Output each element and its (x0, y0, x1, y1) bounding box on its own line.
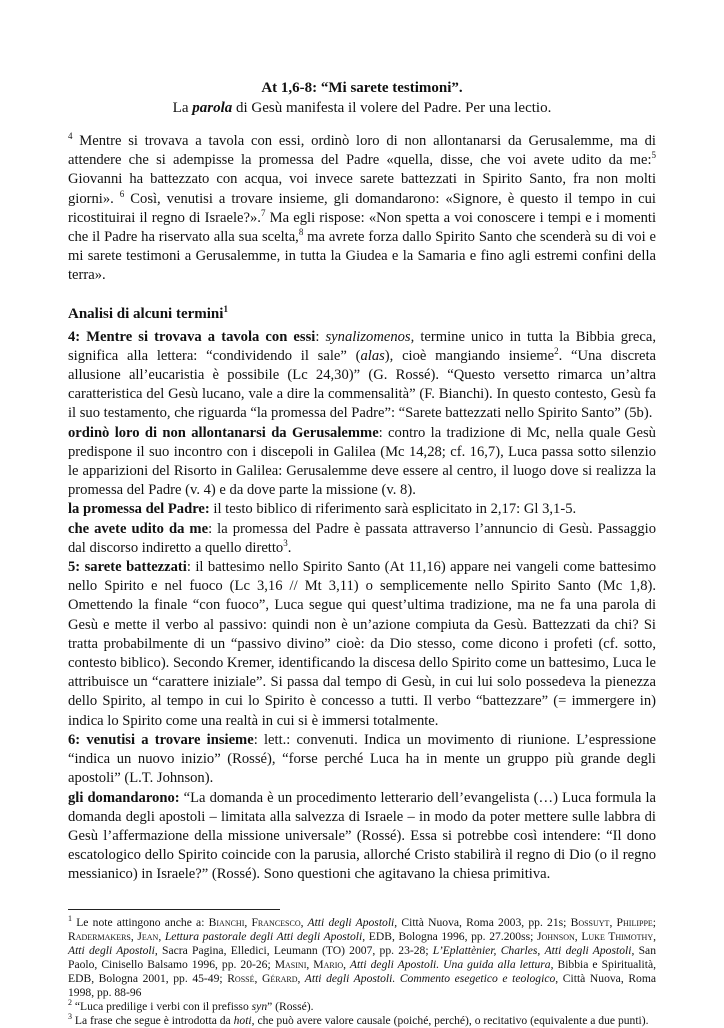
footnote-number: 1 (68, 913, 72, 923)
entry-text: . “Una discreta allusione all’eucaristia è possibile (Lc 24,30)” (G. Rossé). “Questo versetto rimarca un’altra caratteristica del Gesù lucano, vale a dire la commensalità” (F. Bianchi). In questo contesto, Gesù fa il suo testamento, che riguarda “la promessa del Padre”: “Sarete battezzati nello Spirito Santo” (5b). (68, 347, 656, 422)
author-name: L’Eplattènier, Charles (432, 943, 538, 957)
greek-prefix: syn (251, 999, 268, 1013)
footnote-text: ” (Rossé). (267, 999, 314, 1013)
entry-text: : (315, 328, 326, 345)
page-title: At 1,6-8: “Mi sarete testimoni”. (261, 80, 463, 96)
book-title: Atti degli Apostoli (68, 943, 155, 957)
section-heading (68, 304, 656, 324)
subtitle-emphasis: parola (192, 100, 233, 116)
footnote-text: “Luca predilige i verbi con il prefisso (72, 999, 252, 1013)
footnote-text: , EDB, Bologna 1996, pp. 27.200ss; (362, 929, 537, 943)
footnote-text: La frase che segue è introdotta da (72, 1013, 234, 1027)
book-title: Atti degli Apostoli. Una guida alla lettura (346, 957, 551, 971)
footnote-text: , Bibbia e Spiritualità, EDB, Bologna 2001, pp. 45-49; (68, 957, 656, 985)
author-name: Masini, Mario, (274, 957, 347, 971)
footnote-ref[interactable]: 1 (223, 303, 228, 314)
analysis-entry (68, 789, 656, 885)
section-heading-text: Analisi di alcuni termini (68, 305, 224, 322)
greek-term: alas (360, 347, 385, 364)
entry-term: che avete udito da me (68, 520, 209, 537)
verse-number: 4 (68, 131, 73, 142)
author-name: Bianchi, Francesco, (208, 915, 304, 929)
verse-number: 5 (651, 150, 656, 161)
passage-text: ma avrete forza dallo Spirito Santo che scenderà su di voi e mi sarete testimoni a Gerusalemme, in tutta la Giudea e la Samaria e fino agli estremi confini della terra». (68, 229, 656, 284)
analysis-entry (68, 424, 656, 501)
passage-text: Ma egli rispose: «Non spetta a voi conoscere i tempi e i momenti che il Padre ha riservato alla sua scelta, (68, 209, 656, 246)
footnote-divider (68, 909, 280, 910)
verse-number: 6 (119, 188, 125, 199)
book-title: Lettura pastorale degli Atti degli Apostoli (161, 929, 363, 943)
footnote-text: Le note attingono anche a: (72, 915, 209, 929)
book-title: Atti degli Apostoli. Commento esegetico e teologico (300, 971, 556, 985)
entry-term: 5: sarete battezzati (68, 559, 187, 576)
entry-term: ordinò loro di non allontanarsi da Gerusalemme (68, 424, 379, 441)
footnote (68, 997, 656, 1014)
analysis-entry (68, 558, 656, 731)
book-title: Atti degli Apostoli (544, 943, 632, 957)
subtitle-post: di Gesù manifesta il volere del Padre. Per una lectio. (232, 100, 552, 116)
entry-text: ), cioè mangiando insieme (384, 347, 555, 364)
verse-number: 7 (260, 207, 266, 218)
analysis-entry (68, 500, 656, 519)
footnote-text: , Sacra Pagina, Elledici, Leumann (TO) 2007, pp. 23-28; (154, 943, 433, 957)
footnote-text: , che può avere valore causale (poiché, perché), o recitativo (equivalente a due punti). (251, 1013, 649, 1027)
analysis-entry (68, 328, 656, 424)
footnote-number: 3 (68, 1011, 72, 1021)
entry-text: : contro la tradizione di Mc, nella quale Gesù predispone il suo incontro con i discepoli in Galilea (Mc 14,28; cf. 16,7), Luca passa sotto silenzio le apparizioni del Risorto in Galilea: Gerusalemme deve essere al centro, il luogo dove si realizza la promessa del Padre (v. 4) e da dove parte la missione (v. 8). (68, 424, 656, 499)
entry-text: “La domanda è un procedimento letterario dell’evangelista (…) Luca formula la domanda degli apostoli – limitata alla salvezza di Israele – in modo da poter mettere sulle labbra di Gesù l’affermazione della missione universale” (Rossé). Essa si potrebbe così intendere: “Il dono escatologico dello Spirito coincide con la parusia, allorché Cristo stabilirà il regno di Dio (o il regno messianico) in Israele?” (Rossé). Sono questioni che agitavano la chiesa primitiva. (68, 789, 656, 883)
page-subtitle (68, 98, 656, 118)
footnote-ref[interactable]: 3 (283, 538, 288, 548)
analysis-entry (68, 520, 656, 558)
entry-text: : lett.: convenuti. Indica un movimento di riunione. L’espressione “indica un nuovo inizio” (Rossé), “forse perché Luca ha in mente un gruppo più grande degli apostoli” (L.T. Johnson). (68, 731, 656, 787)
entry-text: . (287, 539, 292, 556)
greek-term: synalizomenos, (325, 328, 415, 345)
entry-text: : la promessa del Padre è passata attraverso l’annuncio di Gesù. Passaggio dal discorso indiretto a quello diretto (68, 520, 656, 556)
footnote-text: , Città Nuova, Roma 1998, pp. 88-96 (68, 971, 657, 999)
footnote-text: , Città Nuova, Roma 2003, pp. 21s; (394, 915, 571, 929)
passage-text: Mentre si trovava a tavola con essi, ordinò loro di non allontanarsi da Gerusalemme, ma di attendere che si adempisse la promessa del Padre «quella, disse, che voi avete udito da me: (68, 133, 656, 169)
greek-word: hoti (233, 1013, 252, 1027)
entry-term: la promessa del Padre: (68, 501, 210, 518)
scripture-passage (68, 132, 656, 286)
footnote-text: , San Paolo, Cinisello Balsamo 1996, pp. 20-26; (68, 943, 656, 971)
entry-text: il testo biblico di riferimento sarà esplicitato in 2,17: Gl 3,1-5. (209, 501, 577, 518)
passage-text: Così, venutisi a trovare insieme, gli domandarono: «Signore, è questo il tempo in cui ricostituirai il regno di Israele?». (68, 190, 656, 226)
footnote-number: 2 (68, 997, 72, 1007)
subtitle-pre: La (172, 100, 193, 116)
entry-term: 6: venutisi a trovare insieme (68, 731, 254, 748)
footnote-text: , (537, 943, 545, 957)
passage-text: Giovanni ha battezzato con acqua, voi invece sarete battezzati in Spirito Santo, fra non molti giorni». (68, 171, 656, 207)
footnote (68, 1011, 656, 1028)
book-title: Atti degli Apostoli (303, 915, 395, 929)
author-name: Rossé, Gérard, (227, 971, 301, 985)
analysis-entry (68, 731, 656, 789)
entry-term: 4: Mentre si trovava a tavola con essi (68, 328, 316, 345)
entry-term: gli domandarono: (68, 789, 180, 806)
author-name: Johnson, Luke Thimothy, (536, 929, 657, 943)
author-name: Bossuyt, Philippe; Radermakers, Jean, (68, 915, 656, 943)
entry-text: termine unico in tutta la Bibbia greca, significa alla lettera: “condividendo il sale” ( (68, 328, 656, 364)
verse-number: 8 (298, 227, 304, 238)
footnote-ref[interactable]: 2 (554, 345, 559, 356)
entry-text: : il battesimo nello Spirito Santo (At 11,16) appare nei vangeli come battesimo nello Spirito e nel fuoco (Lc 3,16 // Mt 3,11) o semplicemente nello Spirito Santo (Mc 1,8). Omettendo la finale “con fuoco”, Luca segue qui quest’ultima tradizione, ma ne fa una parola di Gesù e mette il verbo al passivo: quindi non è un’azione compiuta da Gesù. Battezzati da chi? Si tratta probabilmente di un “passivo divino” cioè: da Dio stesso, come dicono i profeti (cf. sotto, contesto biblico). Secondo Kremer, identificando la discesa dello Spirito come un battesimo, Luca le attribuisce un “carattere iniziale”. Si passa dal tempo di Gesù, in cui lui solo possedeva la pienezza dello Spirito, al tempo in cui lo Spirito è concesso a tutti. Il verbo “battezzare” (= immergere in) indica lo Spirito come una realtà in cui si è immersi totalmente. (68, 559, 656, 729)
document-page (68, 78, 656, 1028)
footnote (68, 913, 657, 1000)
